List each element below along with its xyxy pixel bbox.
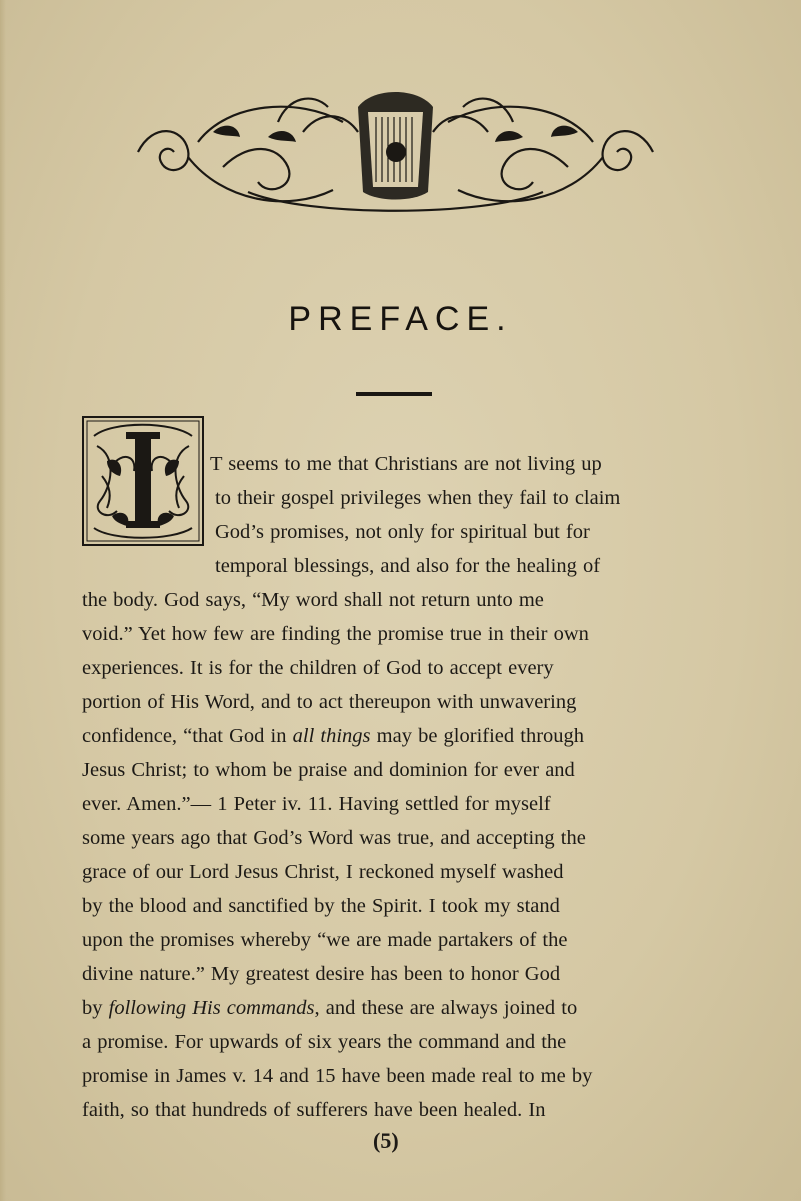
emphasis-text: all things xyxy=(292,725,371,747)
body-line: promise in James v. 14 and 15 have been made real to me by xyxy=(82,1065,593,1087)
body-line: T seems to me that Christians are not living up xyxy=(210,453,602,475)
text-run: by xyxy=(82,997,109,1019)
body-line xyxy=(82,719,584,753)
body-line: a promise. For upwards of six years the command and the xyxy=(82,1031,567,1053)
drop-cap-ornament xyxy=(82,416,204,546)
text-run: , and these are always joined to xyxy=(314,997,578,1019)
page-edge xyxy=(0,0,6,1201)
body-line: upon the promises whereby “we are made partakers of the xyxy=(82,929,568,951)
body-line: grace of our Lord Jesus Christ, I reckoned myself washed xyxy=(82,861,564,883)
body-line: experiences. It is for the children of God to accept every xyxy=(82,657,554,679)
page-title: PREFACE. xyxy=(288,300,513,338)
body-line: portion of His Word, and to act thereupon with unwavering xyxy=(82,691,577,713)
title-rule xyxy=(356,392,432,396)
header-ornament xyxy=(128,82,663,217)
body-line: the body. God says, “My word shall not return unto me xyxy=(82,589,544,611)
text-run: may be glorified through xyxy=(370,725,585,747)
emphasis-text: following His commands xyxy=(108,997,315,1019)
body-line: God’s promises, not only for spiritual but for xyxy=(215,521,590,543)
body-line: some years ago that God’s Word was true, and accepting the xyxy=(82,827,586,849)
body-line xyxy=(82,991,577,1025)
body-line: Jesus Christ; to whom be praise and dominion for ever and xyxy=(82,759,575,781)
body-line: faith, so that hundreds of sufferers have been healed. In xyxy=(82,1099,546,1121)
body-line: to their gospel privileges when they fail to claim xyxy=(215,487,621,509)
body-line: by the blood and sanctified by the Spirit. I took my stand xyxy=(82,895,560,917)
body-line: void.” Yet how few are finding the promise true in their own xyxy=(82,623,589,645)
body-line: divine nature.” My greatest desire has been to honor God xyxy=(82,963,561,985)
body-line: ever. Amen.”— 1 Peter iv. 11. Having settled for myself xyxy=(82,793,551,815)
page-number: (5) xyxy=(373,1128,399,1153)
text-run: confidence, “that God in xyxy=(82,725,293,747)
body-line: temporal blessings, and also for the healing of xyxy=(215,555,601,577)
